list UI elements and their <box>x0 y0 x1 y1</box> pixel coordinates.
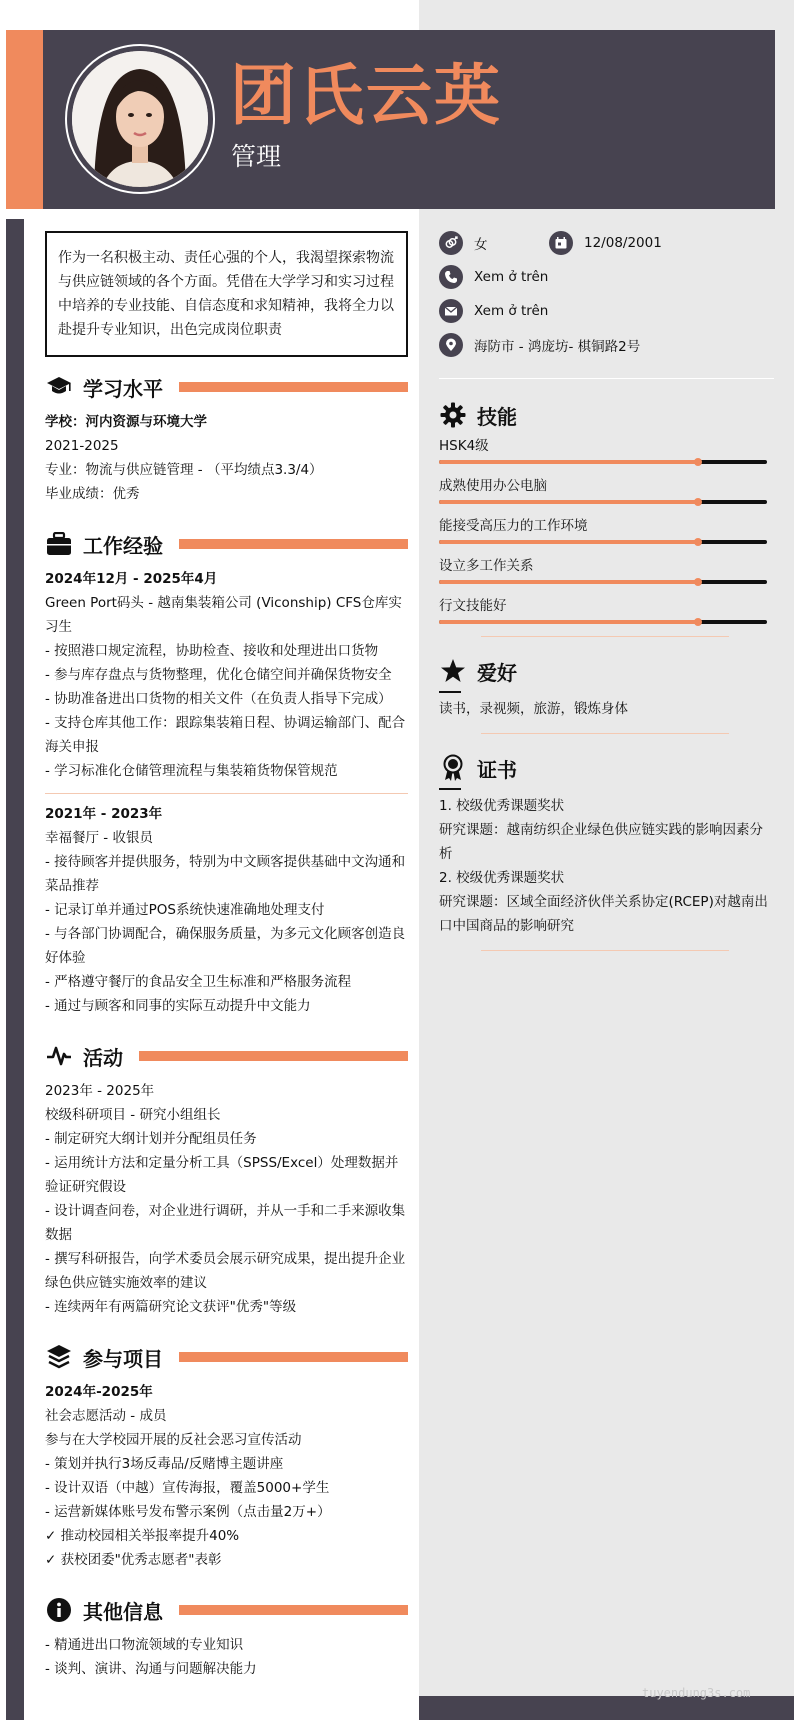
job-2-bullet: - 记录订单并通过POS系统快速准确地处理支付 <box>45 902 325 918</box>
job-2-bullet: - 通过与顾客和同事的实际互动提升中文能力 <box>45 998 311 1014</box>
envelope-icon <box>439 299 463 323</box>
email-value: Xem ở trên <box>474 303 549 319</box>
skill-level-fill <box>439 460 698 464</box>
left-column <box>45 231 408 1681</box>
skill-level-bar <box>439 500 767 504</box>
pulse-icon <box>45 1042 73 1070</box>
projects-role: 社会志愿活动 - 成员 <box>45 1408 167 1424</box>
skill-level-bar <box>439 540 767 544</box>
job-divider <box>45 793 408 794</box>
activities-bullet: - 连续两年有两篇研究论文获评"优秀"等级 <box>45 1299 297 1315</box>
experience-header <box>45 526 408 562</box>
job-1-bullet: - 学习标准化仓储管理流程与集装箱货物保管规范 <box>45 763 338 779</box>
skill-level-fill <box>439 540 698 544</box>
skill-level-fill <box>439 500 698 504</box>
email-row <box>439 294 774 328</box>
projects-period: 2024年-2025年 <box>45 1384 153 1400</box>
skill-name: 行文技能好 <box>439 598 507 614</box>
education-school: 学校：河内资源与环境大学 <box>45 414 207 430</box>
candidate-name: 团氏云英 <box>230 57 502 134</box>
projects-accent-line <box>179 1352 408 1362</box>
activities-bullet: - 设计调查问卷，对企业进行调研，并从一手和二手来源收集数据 <box>45 1203 406 1243</box>
right-column <box>439 226 774 951</box>
job-2-bullet: - 严格遵守餐厅的食品安全卫生标准和严格服务流程 <box>45 974 352 990</box>
skill-name: 能接受高压力的工作环境 <box>439 518 588 534</box>
projects-bullet: - 设计双语（中越）宣传海报，覆盖5000+学生 <box>45 1480 330 1496</box>
hobbies-title: 爱好 <box>477 660 517 685</box>
education-years: 2021-2025 <box>45 438 119 454</box>
certificate-line: 1. 校级优秀课题奖状 <box>439 798 565 814</box>
summary-box: 作为一名积极主动、责任心强的个人，我渴望探索物流与供应链领域的各个方面。凭借在大学学习和实习过程中培养的专业技能、自信态度和求知精神，我将全力以赴提升专业知识，出色完成岗位职责 <box>45 231 408 357</box>
job-1-bullet: - 协助准备进出口货物的相关文件（在负责人指导下完成） <box>45 691 392 707</box>
activities-period: 2023年 - 2025年 <box>45 1083 155 1099</box>
watermark: tuyendung3s.com <box>642 1686 751 1700</box>
left-vertical-bar <box>6 219 24 1720</box>
activities-role: 校级科研项目 - 研究小组组长 <box>45 1107 221 1123</box>
skill-level-dot <box>694 498 702 506</box>
activities-bullet: - 运用统计方法和定量分析工具（SPSS/Excel）处理数据并验证研究假设 <box>45 1155 399 1195</box>
skills-title: 技能 <box>477 404 517 429</box>
experience-title: 工作经验 <box>83 533 163 558</box>
hobbies-text: 读书，录视频，旅游，锻炼身体 <box>439 701 628 717</box>
education-title: 学习水平 <box>83 376 163 401</box>
skill-level-bar <box>439 580 767 584</box>
projects-bullet: - 策划并执行3场反毒品/反赌博主题讲座 <box>45 1456 284 1472</box>
address-value: 海防市 - 鸿庞坊- 棋铜路2号 <box>474 339 641 355</box>
job-2-company: 幸福餐厅 - 收银员 <box>45 830 153 846</box>
activities-title: 活动 <box>83 1045 123 1070</box>
projects-bullet: ✓ 获校团委"优秀志愿者"表彰 <box>45 1552 222 1568</box>
other-accent-line <box>179 1605 408 1615</box>
skill-name: 设立多工作关系 <box>439 558 534 574</box>
job-2-bullet: - 接待顾客并提供服务，特别为中文顾客提供基础中文沟通和菜品推荐 <box>45 854 406 894</box>
gender-icon <box>439 231 463 255</box>
skill-level-bar <box>439 460 767 464</box>
skill-level-fill <box>439 580 698 584</box>
phone-row <box>439 260 774 294</box>
certificate-line: 2. 校级优秀课题奖状 <box>439 870 565 886</box>
job-1-bullet: - 按照港口规定流程，协助检查、接收和处理进出口货物 <box>45 643 379 659</box>
avatar-portrait-icon <box>72 51 208 187</box>
job-1-bullet: - 参与库存盘点与货物整理，优化仓储空间并确保货物安全 <box>45 667 392 683</box>
phone-value: Xem ở trên <box>474 269 549 285</box>
education-major: 专业：物流与供应链管理 - （平均绩点3.3/4） <box>45 462 323 478</box>
candidate-role: 管理 <box>231 142 282 171</box>
certificates-title: 证书 <box>477 757 517 782</box>
certificates-underline <box>439 788 461 790</box>
skill-level-bar <box>439 620 767 624</box>
layers-icon <box>45 1343 73 1371</box>
skill-name: 成熟使用办公电脑 <box>439 478 547 494</box>
skill-name: HSK4级 <box>439 438 489 454</box>
activities-header <box>45 1038 408 1074</box>
section-separator <box>481 733 729 734</box>
certificate-line: 研究课题：区域全面经济伙伴关系协定(RCEP)对越南出口中国商品的影响研究 <box>439 894 768 934</box>
birthday-value: 12/08/2001 <box>584 235 662 251</box>
location-pin-icon <box>439 333 463 357</box>
other-header <box>45 1592 408 1628</box>
section-separator <box>481 950 729 951</box>
address-row <box>439 328 774 362</box>
gear-icon <box>439 401 467 429</box>
education-header <box>45 369 408 405</box>
activities-bullet: - 撰写科研报告，向学术委员会展示研究成果，提出提升企业绿色供应链实施效率的建议 <box>45 1251 406 1291</box>
skill-level-dot <box>694 618 702 626</box>
certificate-line: 研究课题：越南纺织企业绿色供应链实践的影响因素分析 <box>439 822 763 862</box>
skill-level-fill <box>439 620 698 624</box>
projects-title: 参与项目 <box>83 1346 163 1371</box>
avatar <box>72 51 208 187</box>
job-1-company: Green Port码头 - 越南集装箱公司 (Viconship) CFS仓库实习生 <box>45 595 402 635</box>
gender-birthday-row <box>439 226 774 260</box>
section-separator <box>481 636 729 637</box>
award-medal-icon <box>439 754 467 782</box>
graduation-cap-icon <box>45 373 73 401</box>
job-2-period: 2021年 - 2023年 <box>45 806 163 822</box>
activities-bullet: - 制定研究大纲计划并分配组员任务 <box>45 1131 257 1147</box>
certificates-header <box>439 750 774 786</box>
skill-level-dot <box>694 458 702 466</box>
other-bullet: - 精通进出口物流领域的专业知识 <box>45 1637 244 1653</box>
skills-list <box>439 436 774 624</box>
education-grade: 毕业成绩：优秀 <box>45 486 140 502</box>
experience-accent-line <box>179 539 408 549</box>
activities-accent-line <box>139 1051 408 1061</box>
job-1-bullet: - 支持仓库其他工作：跟踪集装箱日程、协调运输部门、配合海关申报 <box>45 715 406 755</box>
projects-bullet: - 运营新媒体账号发布警示案例（点击量2万+） <box>45 1504 331 1520</box>
phone-icon <box>439 265 463 289</box>
projects-header <box>45 1339 408 1375</box>
hobbies-underline <box>439 691 461 693</box>
briefcase-icon <box>45 530 73 558</box>
job-2-bullet: - 与各部门协调配合，确保服务质量，为多元文化顾客创造良好体验 <box>45 926 406 966</box>
header-accent-strip <box>6 30 43 209</box>
other-title: 其他信息 <box>83 1599 163 1624</box>
info-icon <box>45 1596 73 1624</box>
calendar-icon <box>549 231 573 255</box>
star-icon <box>439 657 467 685</box>
skill-level-dot <box>694 538 702 546</box>
hobbies-header <box>439 653 774 689</box>
gender-value: 女 <box>474 237 488 253</box>
projects-bullet: ✓ 推动校园相关举报率提升40% <box>45 1528 240 1544</box>
skill-level-dot <box>694 578 702 586</box>
job-1-period: 2024年12月 - 2025年4月 <box>45 571 218 587</box>
other-bullet: - 谈判、演讲、沟通与问题解决能力 <box>45 1661 257 1677</box>
contact-divider <box>439 378 774 379</box>
projects-desc: 参与在大学校园开展的反社会恶习宣传活动 <box>45 1432 302 1448</box>
education-accent-line <box>179 382 408 392</box>
skills-header <box>439 397 774 433</box>
